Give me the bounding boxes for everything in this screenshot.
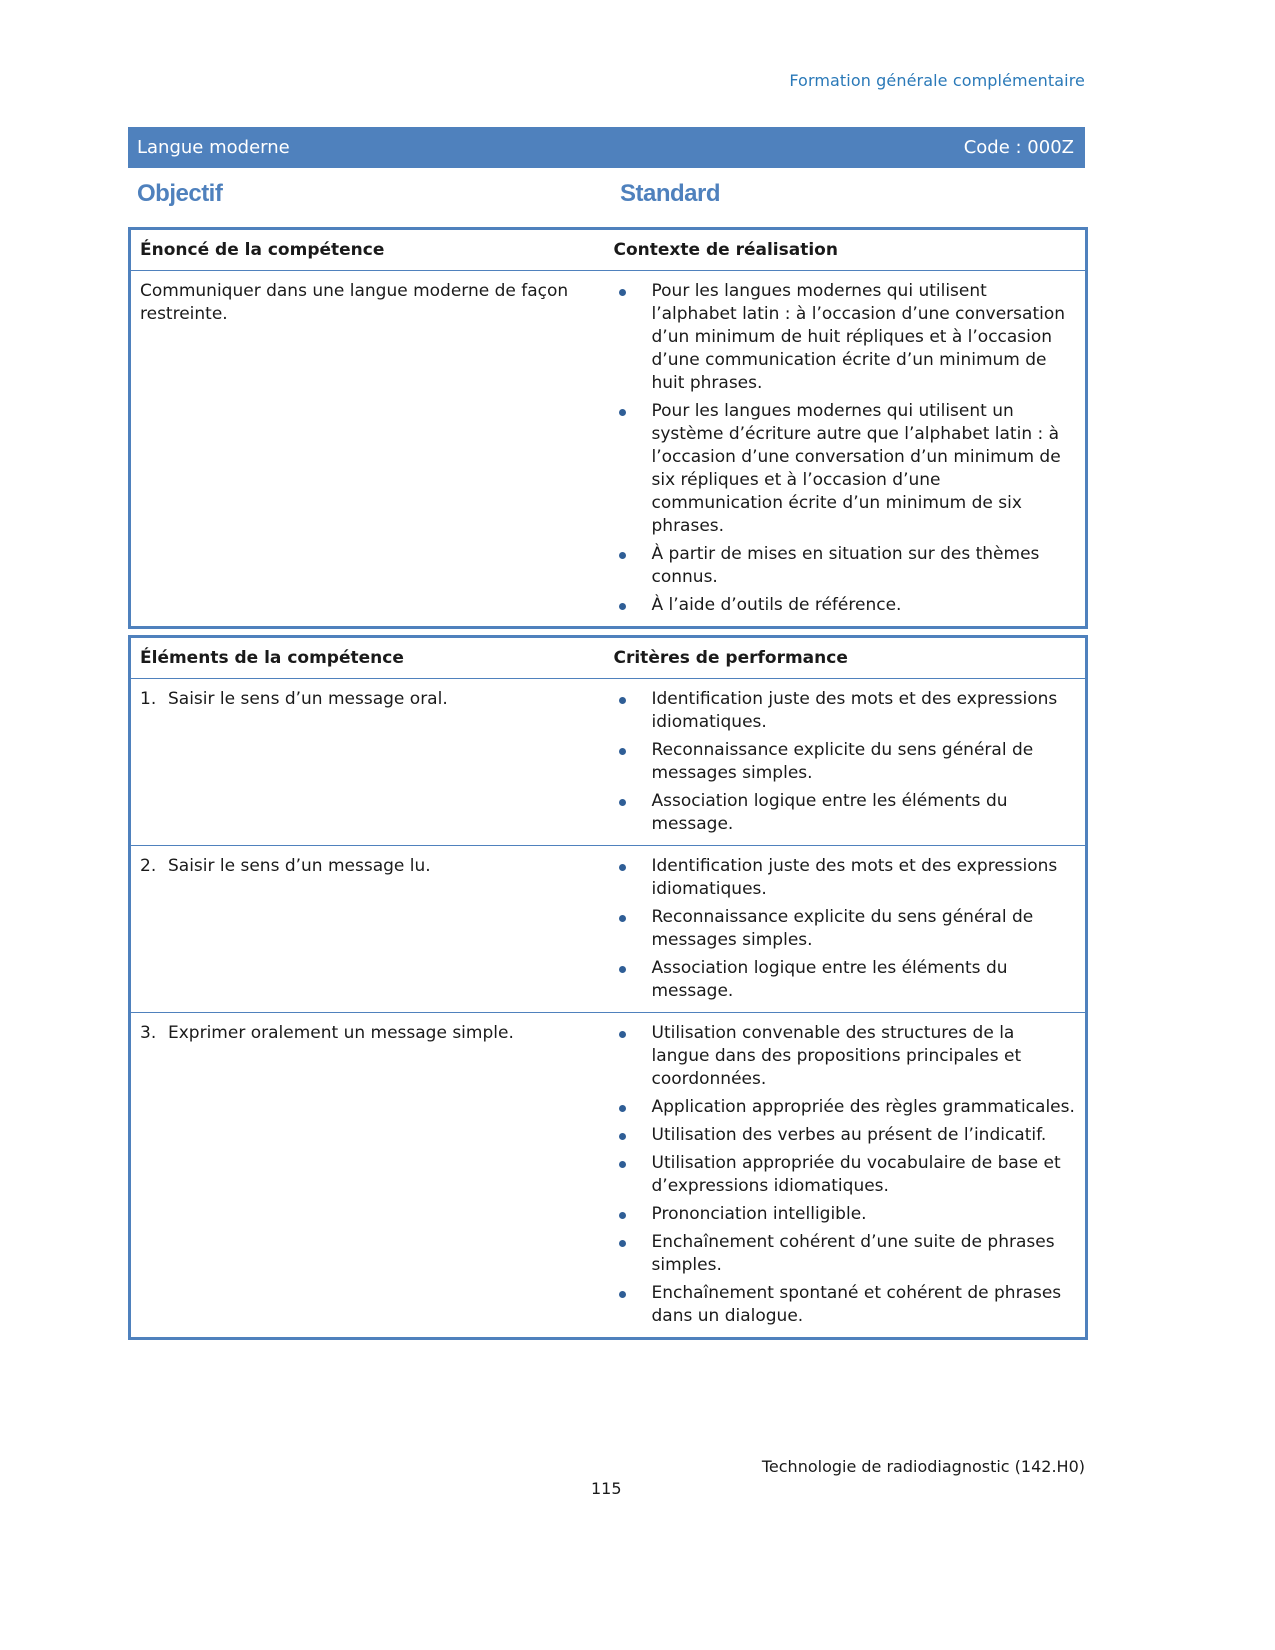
list-item [614,855,1078,901]
list-item [614,688,1078,734]
bullet-icon [619,1133,626,1140]
list-item-text: Utilisation appropriée du vocabulaire de base et d’expressions idiomatiques. [651,1153,1061,1196]
column-header-criteria: Critères de performance [606,637,1087,679]
standard-title: Standard [620,180,721,207]
bullet-icon [619,289,626,296]
page-number: 115 [591,1479,622,1498]
bullet-icon [619,966,626,973]
bullet-icon [619,748,626,755]
list-item-text: Identification juste des mots et des expressions idiomatiques. [651,689,1058,732]
list-item [614,1124,1078,1147]
list-item-text: Association logique entre les éléments du message. [651,958,1008,1001]
course-banner [128,127,1085,168]
table-header-row [130,637,1087,679]
list-item [614,1231,1078,1277]
list-item-text: Association logique entre les éléments du message. [651,791,1008,834]
bullet-icon [619,1240,626,1247]
list-item-text: Utilisation des verbes au présent de l’indicatif. [651,1125,1047,1145]
bullet-icon [619,1291,626,1298]
list-item-text: Identification juste des mots et des expressions idiomatiques. [651,856,1058,899]
bullet-icon [619,603,626,610]
criteria-list [614,855,1078,1003]
criteria-cell [606,846,1087,1013]
competency-statement: Communiquer dans une langue moderne de façon restreinte. [140,281,569,324]
list-item [614,739,1078,785]
list-item-text: Pour les langues modernes qui utilisent l’alphabet latin : à l’occasion d’une conversation d’un minimum de huit répliques et à l’occasion d’une communication écrite d’un minimum de huit phrases. [651,281,1066,393]
course-name: Langue moderne [137,137,290,158]
element-number: 1. [140,689,157,709]
element-cell [130,1013,606,1339]
footer-program-title: Technologie de radiodiagnostic (142.H0) [761,1457,1085,1476]
bullet-icon [619,799,626,806]
list-item-text: Enchaînement spontané et cohérent de phrases dans un dialogue. [651,1283,1062,1326]
bullet-icon [619,864,626,871]
course-code: Code : 000Z [963,137,1074,158]
criteria-list [614,1022,1078,1328]
list-item [614,594,1078,617]
bullet-icon [619,1105,626,1112]
list-item [614,790,1078,836]
context-list [614,280,1078,617]
list-item [614,1203,1078,1226]
list-item-text: À partir de mises en situation sur des thèmes connus. [651,544,1040,587]
bullet-icon [619,1161,626,1168]
list-item [614,1282,1078,1328]
list-item-text: Utilisation convenable des structures de la langue dans des propositions principales et coordonnées. [651,1023,1022,1089]
element-cell [130,679,606,846]
column-header-context: Contexte de réalisation [606,229,1087,271]
bullet-icon [619,552,626,559]
table-row [130,846,1087,1013]
competency-statement-table [128,227,1088,629]
section-titles [128,180,1085,214]
table-row [130,1013,1087,1339]
element-text: Saisir le sens d’un message oral. [168,689,448,709]
table-row [130,679,1087,846]
competency-elements-table [128,635,1088,1340]
bullet-icon [619,409,626,416]
list-item-text: Application appropriée des règles grammaticales. [651,1097,1075,1117]
table-header-row [130,229,1087,271]
list-item [614,1096,1078,1119]
criteria-cell [606,679,1087,846]
criteria-list [614,688,1078,836]
list-item [614,280,1078,395]
column-header-statement: Énoncé de la compétence [130,229,606,271]
element-cell [130,846,606,1013]
list-item-text: Pour les langues modernes qui utilisent un système d’écriture autre que l’alphabet latin : à l’occasion d’une conversation d’un minimum de six répliques et à l’occasion d’une communication écrite d’un minimum de six phrases. [651,401,1061,536]
running-header: Formation générale complémentaire [789,71,1085,90]
list-item-text: Prononciation intelligible. [651,1204,867,1224]
context-cell [606,271,1087,628]
list-item [614,1152,1078,1198]
element-number: 3. [140,1023,157,1043]
list-item-text: Reconnaissance explicite du sens général de messages simples. [651,740,1034,783]
list-item-text: À l’aide d’outils de référence. [651,595,902,615]
list-item [614,957,1078,1003]
list-item [614,543,1078,589]
element-number: 2. [140,856,157,876]
list-item-text: Reconnaissance explicite du sens général de messages simples. [651,907,1034,950]
objective-title: Objectif [137,180,223,207]
list-item-text: Enchaînement cohérent d’une suite de phrases simples. [651,1232,1055,1275]
element-text: Exprimer oralement un message simple. [168,1023,514,1043]
column-header-elements: Éléments de la compétence [130,637,606,679]
list-item [614,400,1078,538]
element-text: Saisir le sens d’un message lu. [168,856,431,876]
criteria-cell [606,1013,1087,1339]
bullet-icon [619,697,626,704]
list-item [614,906,1078,952]
bullet-icon [619,1031,626,1038]
bullet-icon [619,1212,626,1219]
bullet-icon [619,915,626,922]
list-item [614,1022,1078,1091]
table-row [130,271,1087,628]
